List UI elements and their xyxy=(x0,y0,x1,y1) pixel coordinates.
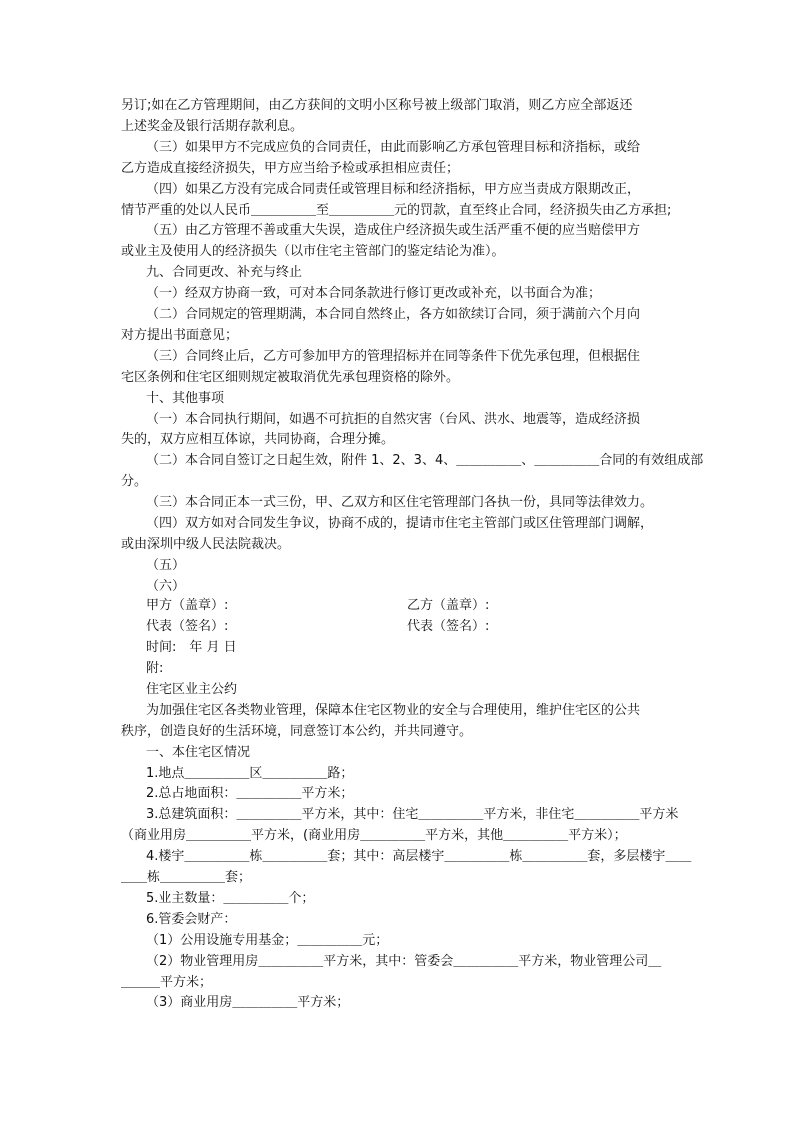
text-line: （六） xyxy=(146,578,186,594)
text-line: 3.总建筑面积：＿＿＿＿＿平方米，其中：住宅＿＿＿＿＿平方米，非住宅＿＿＿＿＿平方米 xyxy=(146,807,679,823)
text-line: 九、合同更改、补充与终止 xyxy=(146,265,303,281)
text-line: （四）双方如对合同发生争议，协商不成的，提请市住宅主管部门或区住管理部门调解， xyxy=(146,516,654,531)
text-line: （五） xyxy=(146,557,186,573)
text-line: （商业用房＿＿＿＿＿平方米，(商业用房＿＿＿＿＿平方米，其他＿＿＿＿＿平方米）； xyxy=(121,828,627,844)
text-line: （1）公用设施专用基金；＿＿＿＿＿元； xyxy=(146,932,389,948)
text-line: 2.总占地面积：＿＿＿＿＿平方米； xyxy=(146,786,354,802)
party-a-rep-label: 代表（签名）: xyxy=(146,619,229,634)
party-b-rep-label: 代表（签名）: xyxy=(407,619,490,634)
text-line: （二）合同规定的管理期满，本合同自然终止，各方如欲续订合同，须于满前六个月向 xyxy=(146,307,641,322)
text-line: （3）商业用房＿＿＿＿＿平方米； xyxy=(146,995,350,1011)
text-line: 秩序，创造良好的生活环境，同意签订本公约，并共同遵守。 xyxy=(121,723,473,739)
text-line: （四）如果乙方没有完成合同责任或管理目标和经济指标，甲方应当责成方限期改正， xyxy=(146,181,641,197)
text-line: 或由深圳中级人民法院裁决。 xyxy=(121,536,291,552)
text-line: （三）本合同正本一式三份，甲、乙双方和区住宅管理部门各执一份，具同等法律效力。 xyxy=(146,495,654,511)
text-line: 附: xyxy=(146,661,164,676)
text-line: 情节严重的处以人民币＿＿＿＿＿至＿＿＿＿＿元的罚款，直至终止合同，经济损失由乙方承担; xyxy=(121,202,672,218)
text-line: （五）由乙方管理不善或重大失误，造成住户经济损失或生活严重不便的应当赔偿甲方 xyxy=(146,223,641,239)
signing-date-label: 时间: 年 月 日 xyxy=(146,640,237,655)
text-line: 另订;如在乙方管理期间，由乙方获间的文明小区称号被上级部门取消，则乙方应全部返还 xyxy=(121,98,633,113)
text-line: 1.地点＿＿＿＿＿区＿＿＿＿＿路； xyxy=(146,765,354,781)
text-line: （三）如果甲方不完成应负的合同责任，由此而影响乙方承包管理目标和济指标，或给 xyxy=(146,139,641,155)
text-line: （一）本合同执行期间，如遇不可抗拒的自然灾害（台风、洪水、地震等，造成经济损 xyxy=(146,411,641,427)
text-line: 5.业主数量：＿＿＿＿＿个； xyxy=(146,890,315,906)
text-line: （二）本合同自签订之日起生效，附件 1、2、3、4、＿＿＿＿＿、＿＿＿＿＿合同的有效组成部 xyxy=(146,453,704,469)
text-line: 一、本住宅区情况 xyxy=(146,744,251,760)
text-line: （三）合同终止后，乙方可参加甲方的管理招标并在同等条件下优先承包理，但根据住 xyxy=(146,348,641,364)
text-line: ＿＿栋＿＿＿＿＿套； xyxy=(121,870,252,885)
text-line: 分。 xyxy=(121,474,148,490)
text-line: 乙方造成直接经济损失，甲方应当给予检或承担相应责任； xyxy=(121,160,460,176)
text-line: 十、其他事项 xyxy=(146,390,225,406)
party-b-seal-label: 乙方（盖章）: xyxy=(407,598,490,613)
text-line: 对方提出书面意见； xyxy=(121,327,239,343)
text-line: ＿＿＿平方米； xyxy=(121,974,213,990)
party-a-seal-label: 甲方（盖章）: xyxy=(146,598,229,613)
text-line: 4.楼宇＿＿＿＿＿栋＿＿＿＿＿套；其中：高层楼宇＿＿＿＿＿栋＿＿＿＿＿套，多层楼宇＿＿ xyxy=(146,849,692,865)
text-line: （2）物业管理用房＿＿＿＿＿平方米，其中：管委会＿＿＿＿＿平方米，物业管理公司＿ xyxy=(146,953,662,969)
text-line: 或业主及使用人的经济损失（以市住宅主管部门的鉴定结论为准）。 xyxy=(121,244,505,260)
text-line: 6.管委会财产： xyxy=(146,911,237,927)
text-line: 失的，双方应相互体谅，共同协商，合理分摊。 xyxy=(121,432,395,448)
text-line: 住宅区业主公约 xyxy=(146,681,238,697)
text-line: 宅区条例和住宅区细则规定被取消优先承包理资格的除外。 xyxy=(121,369,460,385)
text-line: 为加强住宅区各类物业管理，保障本住宅区物业的安全与合理使用，维护住宅区的公共 xyxy=(146,702,641,718)
text-line: 上述奖金及银行活期存款利息。 xyxy=(121,118,304,134)
text-line: （一）经双方协商一致，可对本合同条款进行修订更改或补充，以书面合为准； xyxy=(146,286,602,302)
